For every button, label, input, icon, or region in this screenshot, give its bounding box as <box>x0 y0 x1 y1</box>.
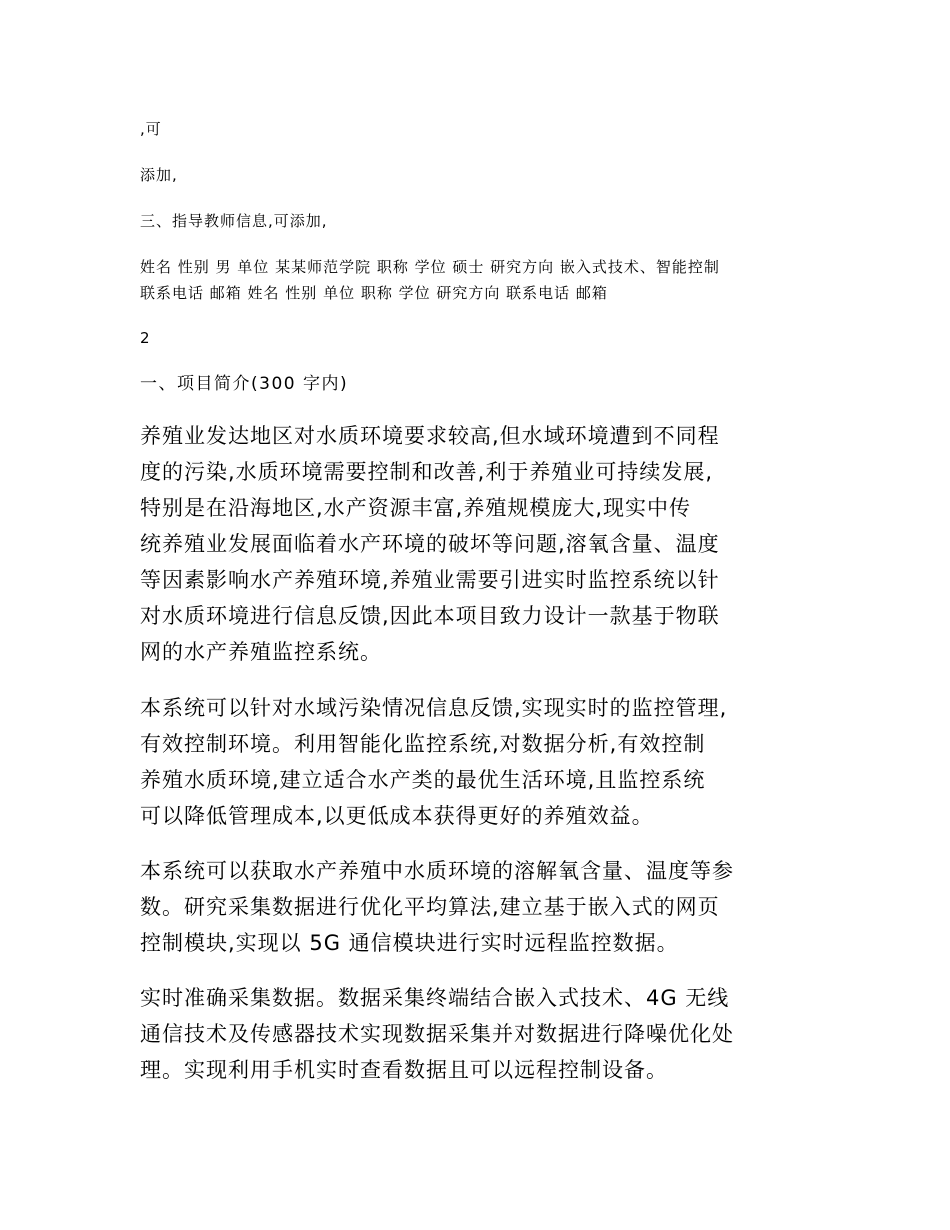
paragraph-line: 实时准确采集数据。数据采集终端结合嵌入式技术、4G 无线 <box>140 986 730 1010</box>
teacher-info-line-1: 姓名 性别 男 单位 某某师范学院 职称 学位 硕士 研究方向 嵌入式技术、智能控制 <box>140 258 720 276</box>
teacher-section-title: 三、指导教师信息,可添加, <box>140 212 328 230</box>
paragraph-line: 控制模块,实现以 5G 通信模块进行实时远程监控数据。 <box>140 931 679 955</box>
paragraph-line: 养殖业发达地区对水质环境要求较高,但水域环境遭到不同程 <box>140 424 720 448</box>
intro-paragraph-2 <box>140 690 830 834</box>
paragraph-line: 通信技术及传感器技术实现数据采集并对数据进行降噪优化处 <box>140 1022 734 1046</box>
intro-paragraph-1 <box>140 418 830 670</box>
paragraph-line: 理。实现利用手机实时查看数据且可以远程控制设备。 <box>140 1058 668 1082</box>
paragraph-line: 特别是在沿海地区,水产资源丰富,养殖规模庞大,现实中传 <box>140 496 692 520</box>
paragraph-line: 数。研究采集数据进行优化平均算法,建立基于嵌入式的网页 <box>140 895 720 919</box>
paragraph-line: 对水质环境进行信息反馈,因此本项目致力设计一款基于物联 <box>140 604 720 628</box>
paragraph-line: 本系统可以获取水产养殖中水质环境的溶解氧含量、温度等参 <box>140 859 734 883</box>
paragraph-line: 有效控制环境。利用智能化监控系统,对数据分析,有效控制 <box>140 732 706 756</box>
paragraph-line: 养殖水质环境,建立适合水产类的最优生活环境,且监控系统 <box>140 768 706 792</box>
intro-paragraph-4 <box>140 980 830 1088</box>
paragraph-line: 等因素影响水产养殖环境,养殖业需要引进实时监控系统以针 <box>140 568 720 592</box>
paragraph-line: 统养殖业发展面临着水产环境的破坏等问题,溶氧含量、温度 <box>140 532 720 556</box>
paragraph-line: 可以降低管理成本,以更低成本获得更好的养殖效益。 <box>140 804 654 828</box>
paragraph-line: 网的水产养殖监控系统。 <box>140 640 382 664</box>
project-intro-heading: 一、项目简介(300 字内) <box>140 374 349 394</box>
paragraph-line: 度的污染,水质环境需要控制和改善,利于养殖业可持续发展, <box>140 460 714 484</box>
fragment-line-2: 添加, <box>140 166 178 184</box>
intro-paragraph-3 <box>140 853 830 961</box>
fragment-line-1: ,可 <box>140 120 162 138</box>
paragraph-line: 本系统可以针对水域污染情况信息反馈,实现实时的监控管理, <box>140 696 728 720</box>
page-number: 2 <box>140 329 151 347</box>
teacher-info-line-2: 联系电话 邮箱 姓名 性别 单位 职称 学位 研究方向 联系电话 邮箱 <box>140 284 608 302</box>
